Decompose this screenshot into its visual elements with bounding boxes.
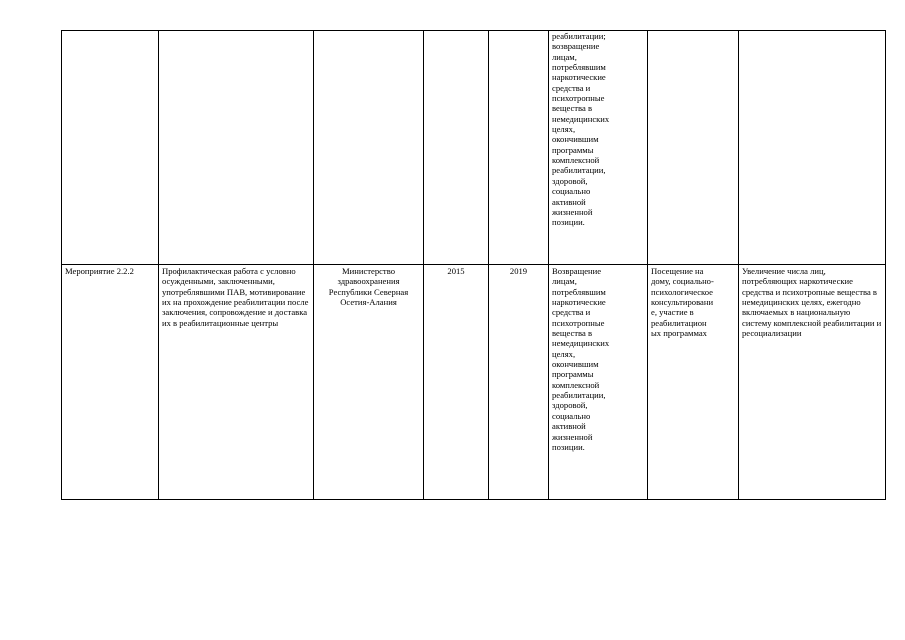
text-line: окончившим [552, 359, 599, 370]
text-line: целях, [552, 124, 576, 135]
text-line: средства и [552, 307, 591, 318]
text-line: е, участие в [651, 307, 694, 318]
expected-result: Увеличение числа лиц, потребляющих наркотические средства и психотропные вещества в немедицинских целях, ежегодно включаемых в национальную систему комплексной реабилитации и ресоциализации [742, 266, 882, 339]
text-line: средства и [552, 82, 591, 93]
cell-start-year [424, 265, 489, 500]
text-line: лицам, [552, 51, 577, 62]
activity-name: Мероприятие 2.2.2 [65, 266, 134, 276]
text-line: комплексной [552, 155, 600, 166]
table-row [62, 265, 886, 500]
text-line: наркотические [552, 297, 606, 308]
text-line: возвращение [552, 41, 600, 52]
text-line: программы [552, 144, 594, 155]
text-line: целях, [552, 348, 576, 359]
text-line: дому, социально- [651, 276, 714, 287]
cell-end-year [489, 265, 549, 500]
cell-activities [648, 265, 739, 500]
text-line: активной [552, 421, 586, 432]
cell-description [159, 265, 314, 500]
executor-name: Министерство здравоохранения Республики Северная Осетия-Алания [328, 266, 409, 308]
text-line: психотропные [552, 317, 605, 328]
text-line: активной [552, 196, 586, 207]
cell-description-empty [159, 31, 314, 265]
table-row-continued [62, 31, 886, 265]
cell-result-empty [739, 31, 886, 265]
text-line: реабилитацион [651, 317, 707, 328]
text-line: Посещение на [651, 266, 704, 276]
start-year: 2015 [447, 266, 465, 276]
text-line: реабилитации, [552, 165, 606, 176]
cell-start-year-empty [424, 31, 489, 265]
text-line: ых программах [651, 328, 707, 339]
text-line: немедицинских [552, 338, 610, 349]
text-line: психологическое [651, 286, 713, 297]
text-line: консультировани [651, 297, 714, 308]
cell-name-empty [62, 31, 159, 265]
text-line: комплексной [552, 379, 600, 390]
cell-goal [549, 265, 648, 500]
cell-end-year-empty [489, 31, 549, 265]
text-line: жизненной [552, 431, 593, 442]
text-line: реабилитации, [552, 390, 606, 401]
text-line: вещества в [552, 328, 593, 339]
text-line: здоровой, [552, 400, 588, 411]
text-line: программы [552, 369, 594, 380]
text-line: лицам, [552, 276, 577, 287]
text-line: потреблявшим [552, 62, 606, 73]
cell-activities-empty [648, 31, 739, 265]
cell-expected-result [739, 265, 886, 500]
text-line: немедицинских [552, 113, 610, 124]
text-line: реабилитации; [552, 31, 606, 41]
text-line: Возвращение [552, 266, 602, 276]
text-line: позиции. [552, 441, 585, 452]
text-line: наркотические [552, 72, 606, 83]
text-line: окончившим [552, 134, 599, 145]
text-line: жизненной [552, 206, 593, 217]
text-line: вещества в [552, 103, 593, 114]
cell-executor [314, 265, 424, 500]
text-line: психотропные [552, 93, 605, 104]
cell-activity-name [62, 265, 159, 500]
text-line: социально [552, 186, 591, 197]
end-year: 2019 [509, 266, 528, 276]
cell-goal-continued [549, 31, 648, 265]
text-line: здоровой, [552, 175, 588, 186]
program-activities-table [61, 30, 886, 500]
activity-description: Профилактическая работа с условно осужденными, заключенными, употреблявшими ПАВ, мотивирование их на прохождение реабилитации после заключения, сопровождение и доставка их в реабилитационные центры [162, 266, 309, 328]
text-line: позиции. [552, 217, 585, 228]
text-line: социально [552, 410, 591, 421]
text-line: потреблявшим [552, 286, 606, 297]
cell-executor-empty [314, 31, 424, 265]
